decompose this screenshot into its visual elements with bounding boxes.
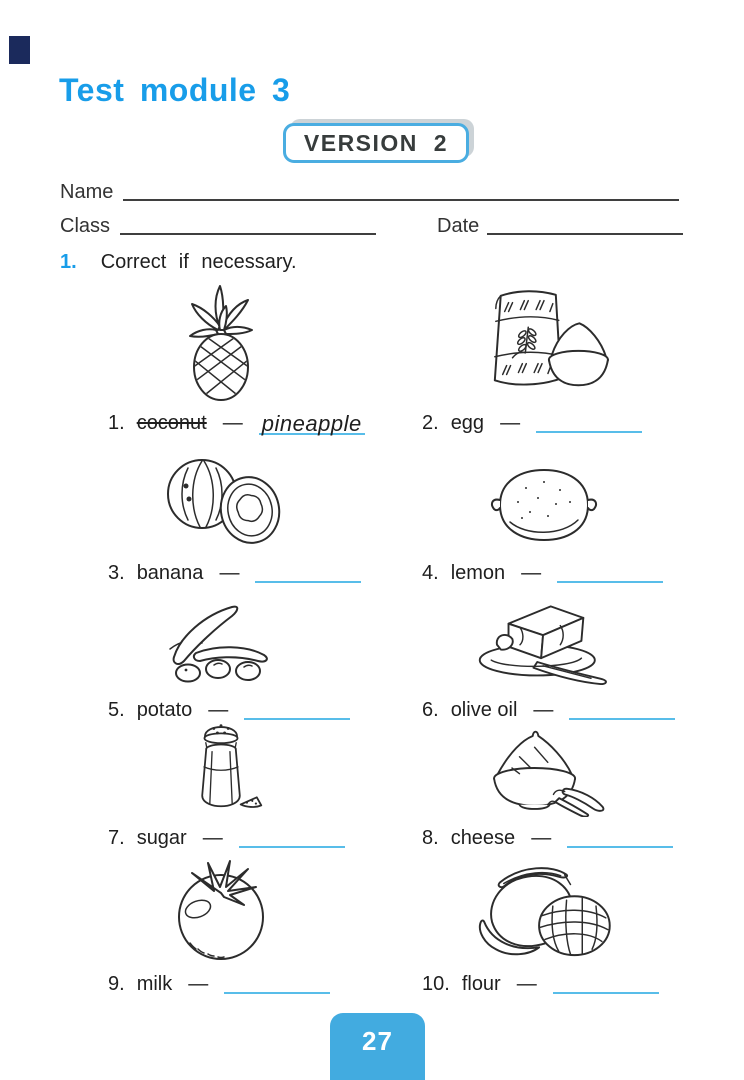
answer-blank[interactable] <box>224 972 330 994</box>
class-field-line[interactable] <box>120 215 376 235</box>
version-label: VERSION 2 <box>303 129 449 156</box>
item-word: potato <box>136 699 193 721</box>
item-number: 9. <box>108 973 125 995</box>
item-word: olive oil <box>450 699 518 721</box>
answer-blank[interactable] <box>536 411 642 433</box>
answer-blank[interactable] <box>239 826 345 848</box>
item-word: coconut <box>136 412 207 434</box>
item-word: flour <box>461 973 501 995</box>
date-field-line[interactable] <box>487 215 683 235</box>
item-word: banana <box>136 562 204 584</box>
exercise-item <box>382 586 706 723</box>
lemon-illustration <box>382 436 706 557</box>
exercise-item <box>60 723 382 851</box>
exercise-item <box>382 851 706 997</box>
pineapple-illustration <box>60 278 382 409</box>
item-dash: — <box>222 412 243 434</box>
item-line <box>382 557 706 586</box>
item-number: 3. <box>108 562 125 584</box>
answer-blank[interactable] <box>557 561 663 583</box>
flour-bag-and-bowl-illustration <box>382 279 706 407</box>
item-dash: — <box>521 562 542 584</box>
item-word: cheese <box>450 827 516 849</box>
date-group <box>437 212 683 238</box>
page-number: 27 <box>362 1026 393 1056</box>
answer-blank[interactable] <box>553 972 659 994</box>
exercise-item <box>60 279 382 436</box>
answer-blank[interactable] <box>255 561 361 583</box>
version-badge <box>283 123 469 163</box>
answer-text: pineapple <box>261 411 362 436</box>
item-line <box>382 968 706 997</box>
exercise-item <box>382 279 706 436</box>
item-line <box>382 407 706 436</box>
name-label: Name <box>60 181 114 203</box>
item-dash: — <box>208 699 229 721</box>
butter-on-plate-illustration <box>382 586 706 694</box>
flour-bowl-and-chili-illustration <box>382 719 706 822</box>
tomato-illustration <box>60 851 382 968</box>
name-field-line[interactable] <box>123 181 679 201</box>
page-corner-marker <box>9 36 30 64</box>
item-dash: — <box>531 827 552 849</box>
answer-blank[interactable] <box>567 826 673 848</box>
item-number: 10. <box>422 973 450 995</box>
item-line <box>60 409 382 436</box>
page-number-tab <box>330 1013 425 1080</box>
item-number: 5. <box>108 699 125 721</box>
mango-illustration <box>382 851 706 968</box>
item-dash: — <box>202 827 223 849</box>
exercise-instruction: Correct if necessary. <box>100 251 297 273</box>
salt-shaker-illustration <box>60 715 382 822</box>
name-row <box>60 178 686 204</box>
page-title: Test module 3 <box>59 72 291 108</box>
exercise-item <box>60 436 382 586</box>
bean-pods-illustration <box>60 586 382 694</box>
item-line <box>382 822 706 851</box>
item-dash: — <box>219 562 240 584</box>
exercise-number: 1. <box>60 251 77 273</box>
item-number: 2. <box>422 412 439 434</box>
answer-blank[interactable] <box>244 698 350 720</box>
exercise-item <box>60 586 382 723</box>
item-word: milk <box>136 973 173 995</box>
item-line <box>60 557 382 586</box>
item-number: 1. <box>108 412 125 434</box>
item-dash: — <box>188 973 209 995</box>
exercise-item <box>382 723 706 851</box>
item-number: 8. <box>422 827 439 849</box>
answer-blank[interactable] <box>259 413 365 435</box>
exercise-item <box>382 436 706 586</box>
item-word: egg <box>450 412 485 434</box>
item-word: sugar <box>136 827 187 849</box>
exercise-instruction-row <box>60 251 297 274</box>
exercise-item <box>60 851 382 997</box>
item-number: 6. <box>422 699 439 721</box>
item-dash: — <box>500 412 521 434</box>
item-word: lemon <box>450 562 506 584</box>
class-label: Class <box>60 215 111 237</box>
date-label: Date <box>437 215 480 237</box>
item-number: 7. <box>108 827 125 849</box>
class-row <box>60 212 686 238</box>
item-line <box>60 822 382 851</box>
coconut-illustration <box>60 436 382 557</box>
exercise-grid <box>60 279 706 997</box>
answer-blank[interactable] <box>569 698 675 720</box>
item-dash: — <box>516 973 537 995</box>
item-number: 4. <box>422 562 439 584</box>
item-dash: — <box>533 699 554 721</box>
item-line <box>60 968 382 997</box>
